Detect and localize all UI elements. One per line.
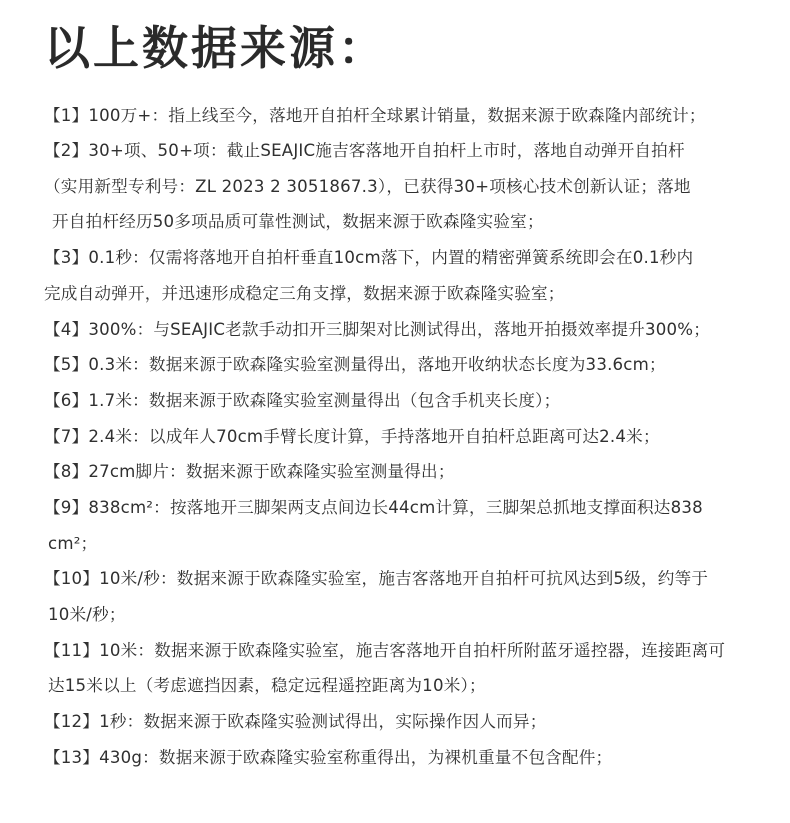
- note-3-line-1: 【3】0.1秒：仅需将落地开自拍杆垂直10cm落下，内置的精密弹簧系统即会在0.1秒内: [44, 248, 694, 267]
- note-3-line-2: 完成自动弹开，并迅速形成稳定三角支撑，数据来源于欧森隆实验室；: [44, 284, 565, 303]
- note-13: 【13】430g：数据来源于欧森隆实验室称重得出，为裸机重量不包含配件；: [44, 748, 613, 767]
- note-9-line-2: cm²；: [48, 534, 98, 553]
- note-2-line-2: （实用新型专利号：ZL 2023 2 3051867.3），已获得30+项核心技术创新认证；落地: [44, 177, 691, 196]
- note-11-line-1: 【11】10米：数据来源于欧森隆实验室，施吉客落地开自拍杆所附蓝牙遥控器，连接距离可: [44, 641, 726, 660]
- page-title: 以上数据来源：: [44, 21, 387, 75]
- note-2-line-3: 开自拍杆经历50多项品质可靠性测试，数据来源于欧森隆实验室；: [52, 212, 544, 231]
- note-10-line-2: 10米/秒；: [48, 605, 126, 624]
- note-10-line-1: 【10】10米/秒：数据来源于欧森隆实验室，施吉客落地开自拍杆可抗风达到5级，约等于: [44, 569, 709, 588]
- note-6: 【6】1.7米：数据来源于欧森隆实验室测量得出（包含手机夹长度）；: [44, 391, 561, 410]
- note-11-line-2: 达15米以上（考虑遮挡因素，稳定远程遥控距离为10米）；: [48, 676, 486, 695]
- note-4: 【4】300%：与SEAJIC老款手动扣开三脚架对比测试得出，落地开拍摄效率提升300%；: [44, 320, 710, 339]
- note-1: 【1】100万+：指上线至今，落地开自拍杆全球累计销量，数据来源于欧森隆内部统计；: [44, 106, 706, 125]
- note-8: 【8】27cm脚片：数据来源于欧森隆实验室测量得出；: [44, 462, 455, 481]
- note-12: 【12】1秒：数据来源于欧森隆实验测试得出，实际操作因人而异；: [44, 712, 547, 731]
- note-2-line-1: 【2】30+项、50+项：截止SEAJIC施吉客落地开自拍杆上市时，落地自动弹开自拍杆: [44, 141, 685, 160]
- note-5: 【5】0.3米：数据来源于欧森隆实验室测量得出，落地开收纳状态长度为33.6cm；: [44, 355, 666, 374]
- note-9-line-1: 【9】838cm²：按落地开三脚架两支点间边长44cm计算，三脚架总抓地支撑面积达838: [44, 498, 703, 517]
- note-7: 【7】2.4米：以成年人70cm手臂长度计算，手持落地开自拍杆总距离可达2.4米；: [44, 427, 660, 446]
